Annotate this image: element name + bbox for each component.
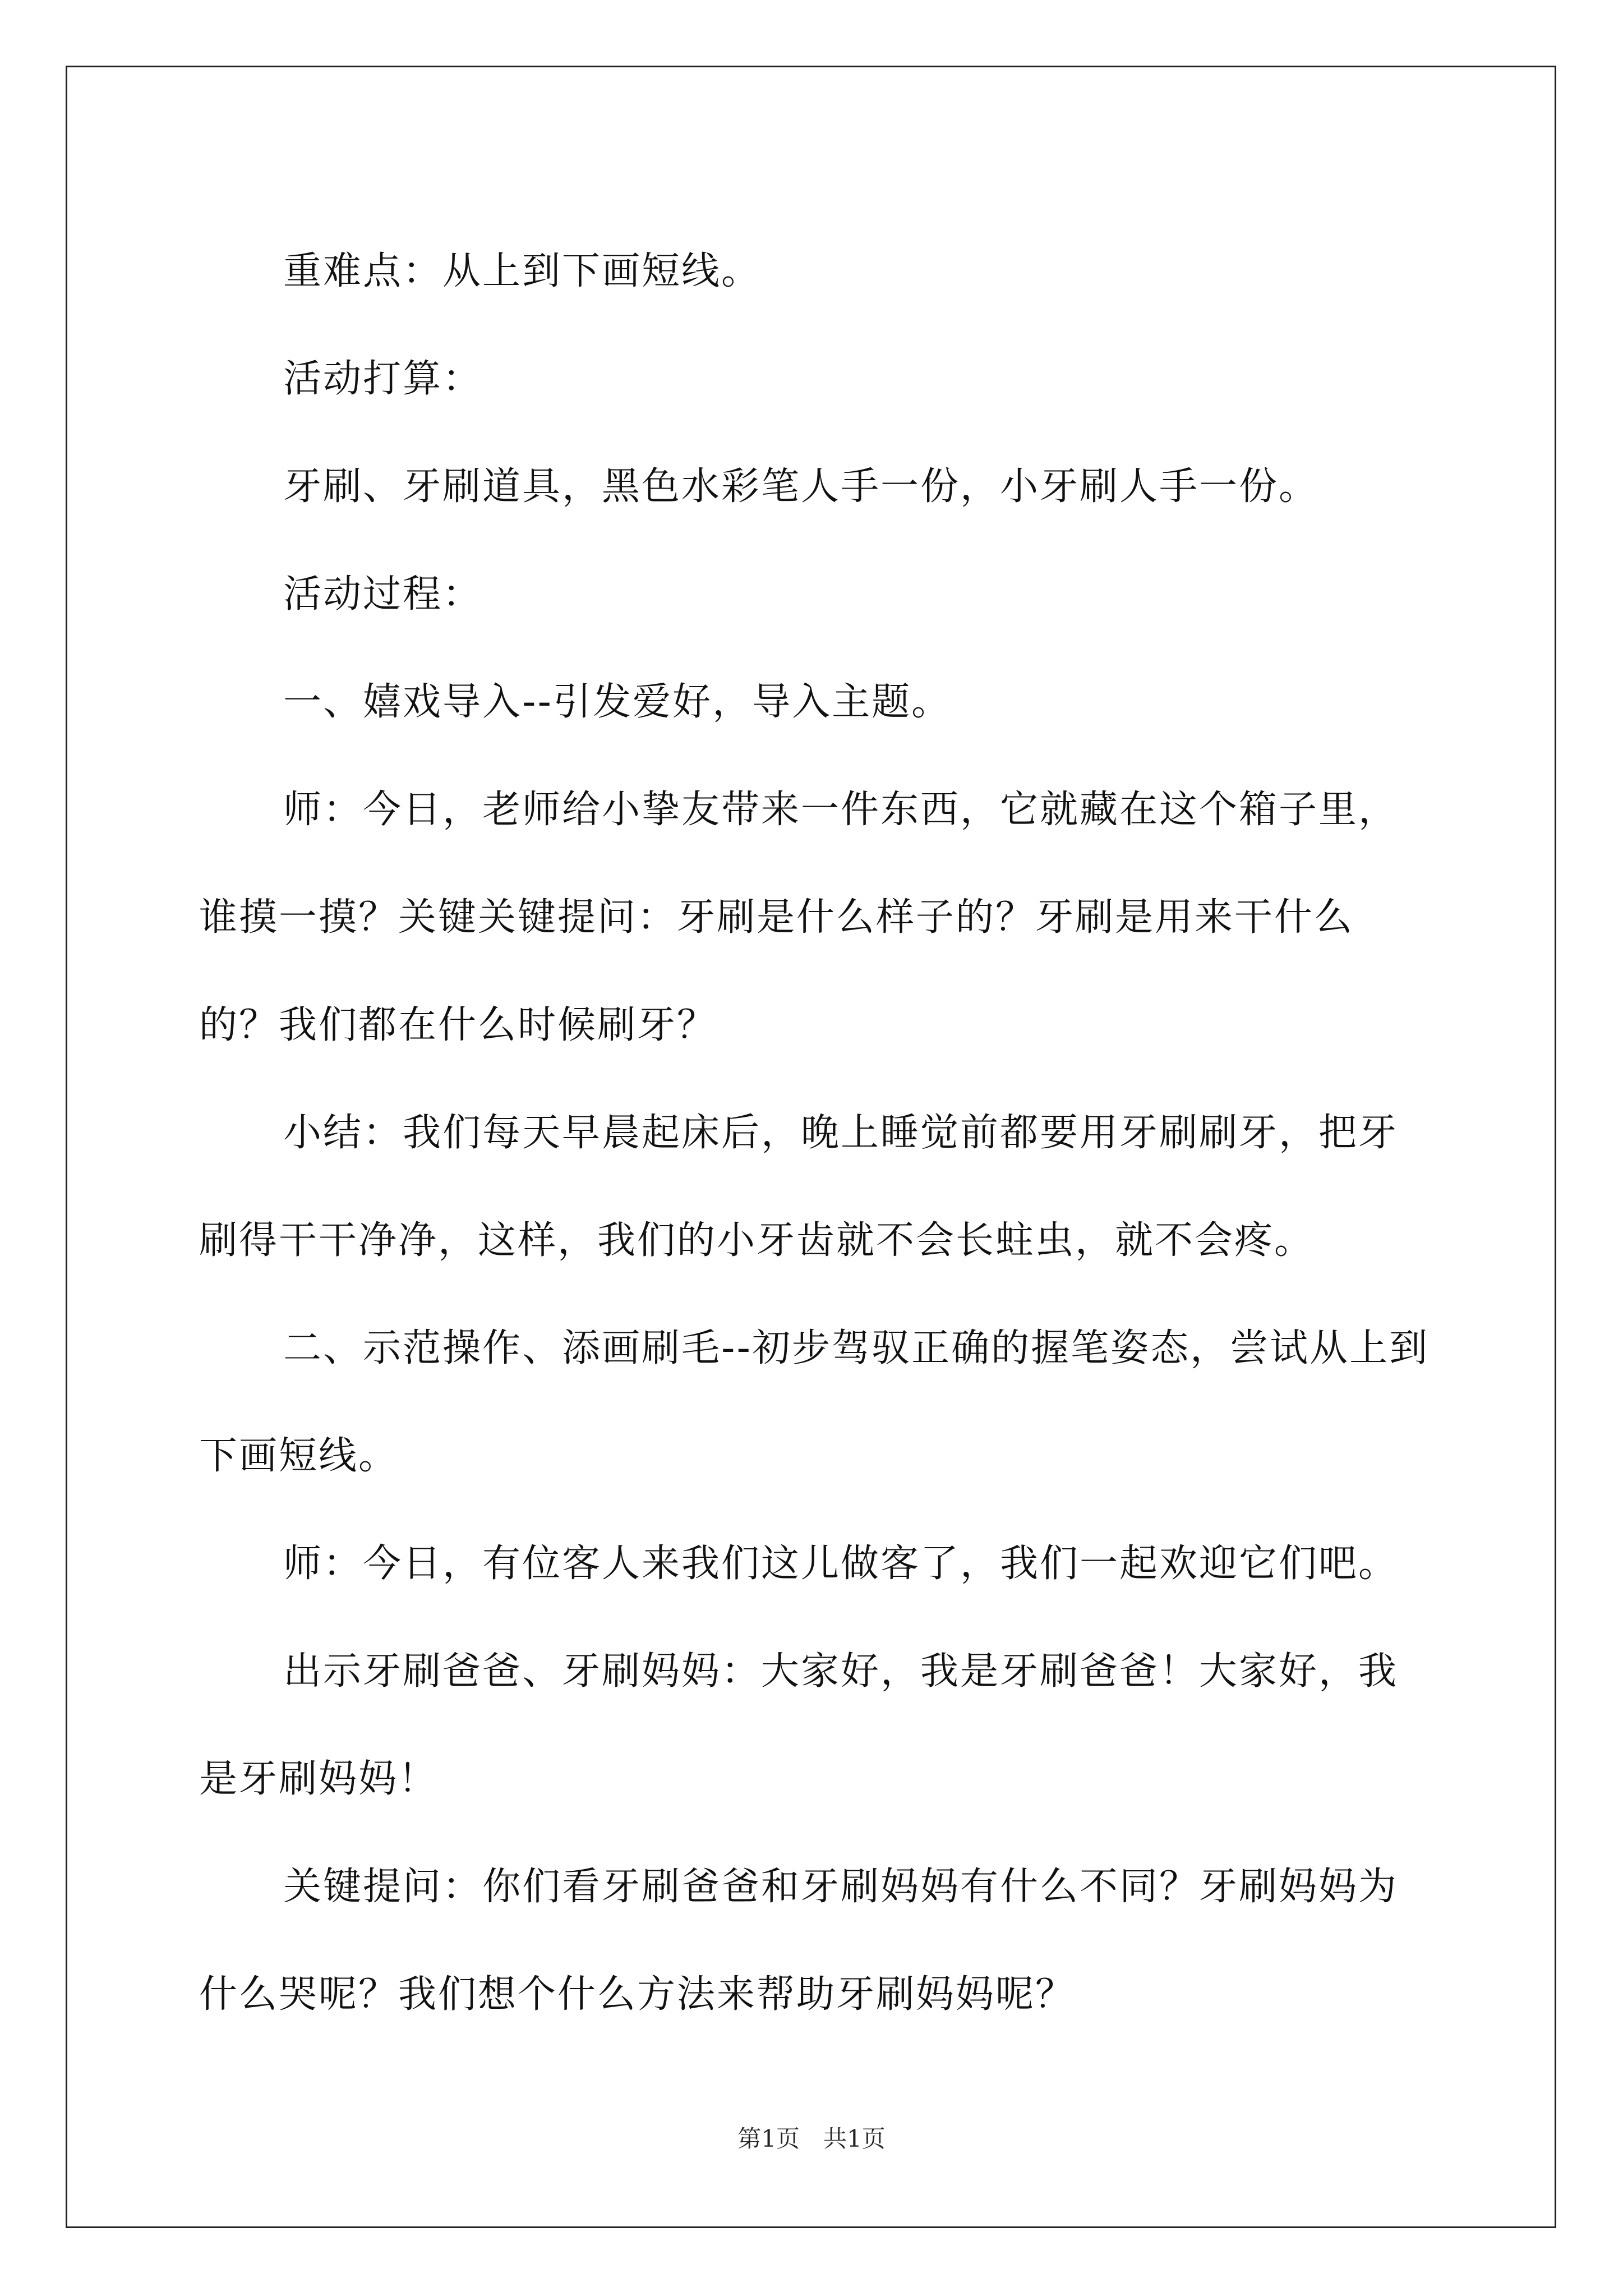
paragraph-step-one: 一、嬉戏导入--引发爱好，导入主题。 <box>283 680 952 724</box>
paragraph-preparation-heading: 活动打算： <box>283 357 483 401</box>
paragraph-key-difficulty: 重难点：从上到下画短线。 <box>283 249 762 293</box>
paragraph-key-questions: 关键提问：你们看牙刷爸爸和牙刷妈妈有什么不同？牙刷妈妈为什么哭呢？我们想个什么方法来帮助牙刷妈妈呢？ <box>199 1865 1399 2017</box>
document-body <box>199 218 1433 2049</box>
paragraph-step-two: 二、示范操作、添画刷毛--初步驾驭正确的握笔姿态，尝试从上到下画短线。 <box>199 1326 1430 1478</box>
paragraph-process-heading: 活动过程： <box>283 572 483 616</box>
paragraph-show-toothbrushes: 出示牙刷爸爸、牙刷妈妈：大家好，我是牙刷爸爸！大家好，我是牙刷妈妈！ <box>199 1649 1399 1801</box>
paragraph-teacher-guests: 师：今日，有位客人来我们这儿做客了，我们一起欢迎它们吧。 <box>283 1542 1399 1586</box>
paragraph-materials: 牙刷、牙刷道具，黑色水彩笔人手一份，小牙刷人手一份。 <box>283 464 1319 509</box>
paragraph-teacher-intro: 师：今日，老师给小挚友带来一件东西，它就藏在这个箱子里，谁摸一摸？关键关键提问：牙刷是什么样子的？牙刷是用来干什么的？我们都在什么时候刷牙？ <box>199 788 1399 1047</box>
page-number-footer: 第1页 共1页 <box>737 2125 886 2152</box>
paragraph-summary: 小结：我们每天早晨起床后，晚上睡觉前都要用牙刷刷牙，把牙刷得干干净净，这样，我们的小牙齿就不会长蛀虫，就不会疼。 <box>199 1111 1399 1263</box>
